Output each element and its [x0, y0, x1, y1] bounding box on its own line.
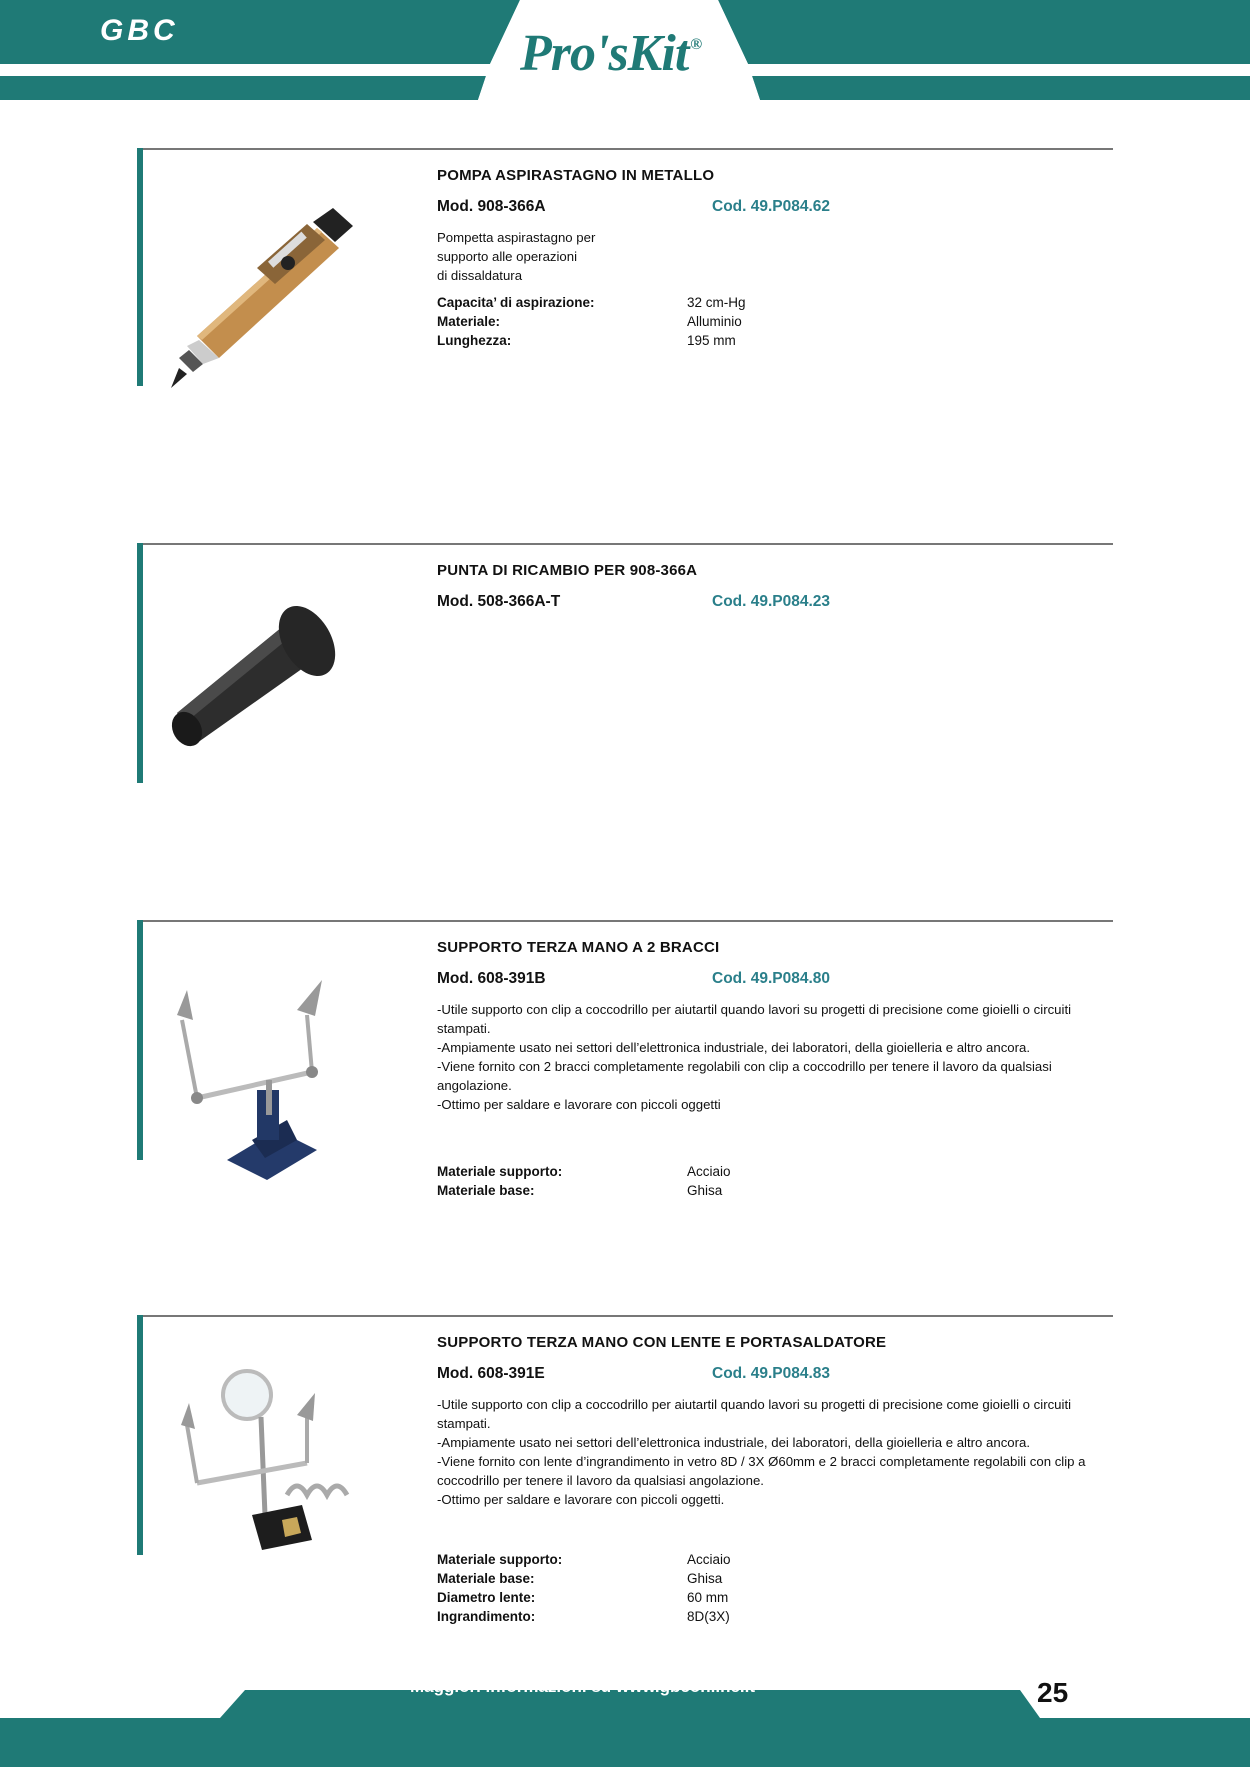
spec-row	[437, 1181, 1037, 1200]
product-section-2	[137, 543, 1113, 783]
product-model: Mod. 608-391B	[437, 970, 546, 987]
spec-label: Materiale base:	[437, 1183, 535, 1198]
section-bar	[137, 148, 143, 386]
product-specs	[437, 1162, 1037, 1200]
product-section-3	[137, 920, 1113, 1220]
description-line: -Utile supporto con clip a coccodrillo per aiutartil quando lavori su progetti di precisione come gioielli o circuiti stampati.	[437, 1002, 1072, 1036]
product-specs	[437, 293, 1037, 350]
spec-label: Materiale supporto:	[437, 1164, 563, 1179]
section-bar	[137, 1315, 143, 1555]
spec-row	[437, 312, 1037, 331]
section-divider	[143, 1315, 1113, 1317]
spec-label: Materiale:	[437, 314, 501, 329]
description-line: -Ampiamente usato nei settori dell’elettronica industriale, dei laboratori, della gioielleria e altro ancora.	[437, 1435, 1031, 1450]
spec-row	[437, 1569, 1037, 1588]
spec-label: Materiale supporto:	[437, 1552, 563, 1567]
footer-website-text: Maggiori informazioni su www.gbconline.it	[410, 1677, 756, 1696]
product-description	[437, 1395, 1117, 1509]
page-number: 25	[1037, 1677, 1069, 1708]
gbc-brand: GBC	[100, 14, 179, 47]
spec-value: 60 mm	[687, 1590, 729, 1605]
section-bar	[137, 543, 143, 783]
proskit-logo	[520, 24, 701, 83]
product-code: Cod. 49.P084.83	[712, 1365, 831, 1382]
product-title: POMPA ASPIRASTAGNO IN METALLO	[437, 167, 715, 184]
spec-value: Acciaio	[687, 1552, 731, 1567]
description-line: -Ottimo per saldare e lavorare con piccoli oggetti.	[437, 1492, 725, 1507]
spec-label: Diametro lente:	[437, 1590, 536, 1605]
spec-value: 32 cm-Hg	[687, 295, 746, 310]
spec-label: Lunghezza:	[437, 333, 512, 348]
replacement-tip-image	[157, 603, 397, 753]
description-line: -Ampiamente usato nei settori dell’elettronica industriale, dei laboratori, della gioielleria e altro ancora.	[437, 1040, 1031, 1055]
product-title: SUPPORTO TERZA MANO CON LENTE E PORTASALDATORE	[437, 1334, 887, 1351]
product-specs	[437, 1550, 1037, 1626]
section-divider	[143, 148, 1113, 150]
product-description	[437, 228, 1117, 285]
product-description	[437, 1000, 1117, 1114]
spec-row	[437, 1588, 1037, 1607]
section-divider	[143, 543, 1113, 545]
spec-label: Ingrandimento:	[437, 1609, 536, 1624]
product-model: Mod. 508-366A-T	[437, 593, 561, 610]
spec-value: Ghisa	[687, 1183, 723, 1198]
spec-row	[437, 331, 1037, 350]
product-model: Mod. 608-391E	[437, 1365, 545, 1382]
description-line: di dissaldatura	[437, 268, 523, 283]
description-line: -Viene fornito con 2 bracci completamente regolabili con clip a coccodrillo per tenere il lavoro da qualsiasi angolazione.	[437, 1059, 1052, 1093]
spec-value: Ghisa	[687, 1571, 723, 1586]
spec-value: Acciaio	[687, 1164, 731, 1179]
section-bar	[137, 920, 143, 1160]
product-code: Cod. 49.P084.23	[712, 593, 831, 610]
desoldering-pump-image	[157, 208, 397, 388]
logo-text: Pro'sKit	[520, 25, 689, 82]
spec-row	[437, 1162, 1037, 1181]
spec-row	[437, 293, 1037, 312]
product-code: Cod. 49.P084.62	[712, 198, 831, 215]
spec-value: Alluminio	[687, 314, 742, 329]
third-hand-stand-image	[157, 980, 397, 1180]
product-title: SUPPORTO TERZA MANO A 2 BRACCI	[437, 939, 720, 956]
product-code: Cod. 49.P084.80	[712, 970, 831, 987]
description-line: -Viene fornito con lente d’ingrandimento in vetro 8D / 3X Ø60mm e 2 bracci completamente regolabili con clip a coccodrillo per tenere il lavoro da qualsiasi angolazione.	[437, 1454, 1086, 1488]
registered-mark: ®	[690, 36, 702, 53]
description-line: Pompetta aspirastagno per	[437, 230, 596, 245]
description-line: supporto alle operazioni	[437, 249, 578, 264]
spec-row	[437, 1607, 1037, 1626]
spec-value: 8D(3X)	[687, 1609, 730, 1624]
spec-row	[437, 1550, 1037, 1569]
product-section-4	[137, 1315, 1113, 1635]
spec-label: Capacita’ di aspirazione:	[437, 295, 595, 310]
product-title: PUNTA DI RICAMBIO PER 908-366A	[437, 562, 698, 579]
product-section-1	[137, 148, 1113, 388]
section-divider	[143, 920, 1113, 922]
description-line: -Utile supporto con clip a coccodrillo per aiutartil quando lavori su progetti di precisione come gioielli o circuiti stampati.	[437, 1397, 1072, 1431]
spec-value: 195 mm	[687, 333, 736, 348]
spec-label: Materiale base:	[437, 1571, 535, 1586]
product-model: Mod. 908-366A	[437, 198, 546, 215]
third-hand-magnifier-image	[157, 1365, 397, 1565]
description-line: -Ottimo per saldare e lavorare con piccoli oggetti	[437, 1097, 721, 1112]
